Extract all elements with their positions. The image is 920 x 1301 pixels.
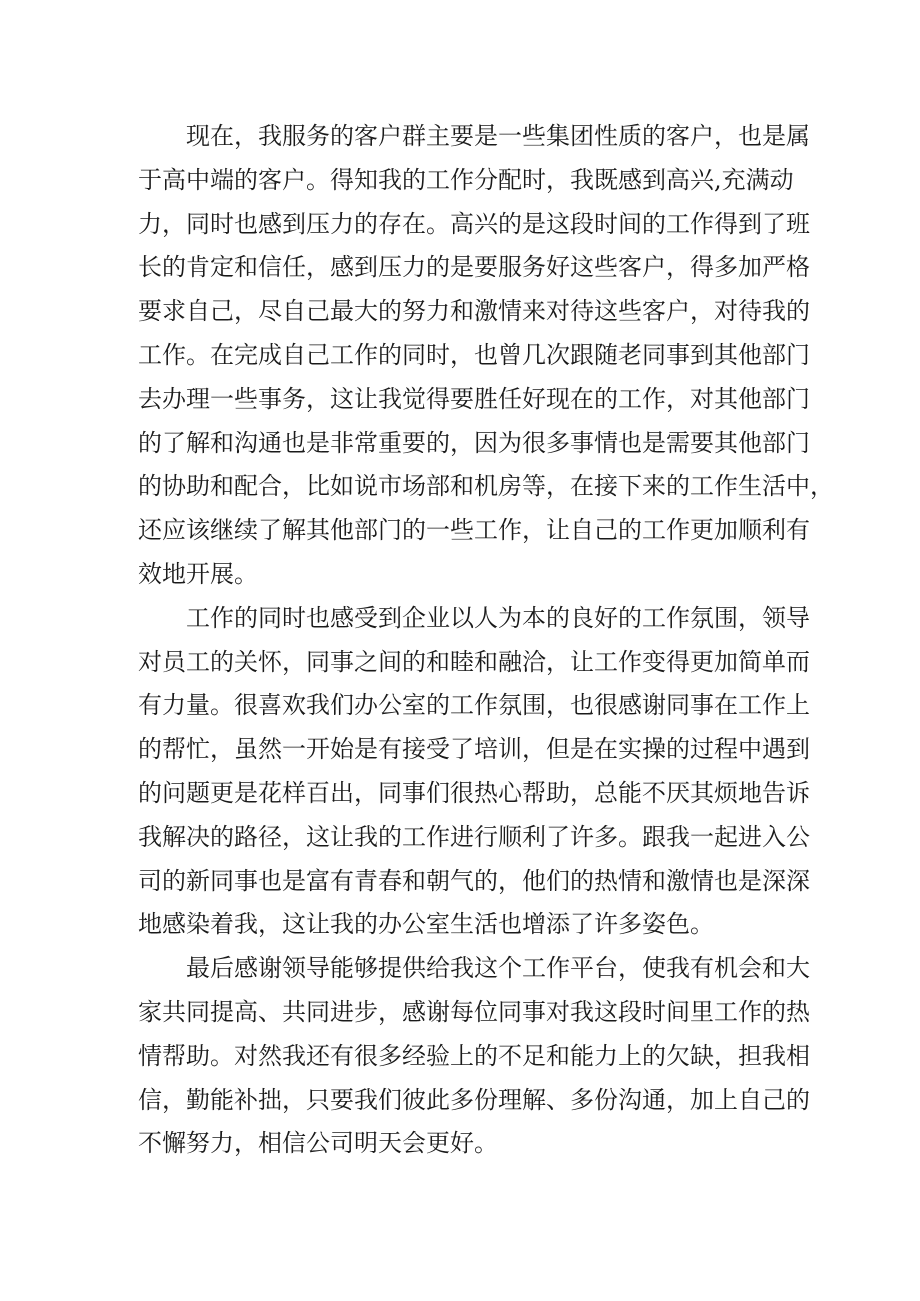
text-line: 长的肯定和信任，感到压力的是要服务好这些客户，得多加严格 [138, 253, 810, 282]
text-line: 情帮助。对然我还有很多经验上的不足和能力上的欠缺，担我相 [138, 1041, 810, 1070]
text-line: 有力量。很喜欢我们办公室的工作氛围，也很感谢同事在工作上 [138, 691, 810, 720]
text-line: 信，勤能补拙，只要我们彼此多份理解、多份沟通，加上自己的 [138, 1085, 810, 1114]
text-line: 工作的同时也感受到企业以人为本的良好的工作氛围，领导 [186, 603, 810, 632]
text-line: 去办理一些事务，这让我觉得要胜任好现在的工作，对其他部门 [138, 384, 810, 413]
text-line: 的了解和沟通也是非常重要的，因为很多事情也是需要其他部门 [138, 428, 810, 457]
text-line: 力，同时也感到压力的存在。高兴的是这段时间的工作得到了班 [138, 209, 810, 238]
text-line: 不懈努力，相信公司明天会更好。 [138, 1129, 498, 1158]
text-line: 还应该继续了解其他部门的一些工作，让自己的工作更加顺利有 [138, 516, 810, 545]
text-line: 司的新同事也是富有青春和朝气的，他们的热情和激情也是深深 [138, 866, 810, 895]
text-line: 于高中端的客户。得知我的工作分配时，我既感到高兴,充满动 [138, 165, 794, 194]
document-body [138, 115, 834, 1166]
text-line: 的问题更是花样百出，同事们很热心帮助，总能不厌其烦地告诉 [138, 778, 810, 807]
paragraph-2 [138, 597, 810, 947]
text-line: 对员工的关怀，同事之间的和睦和融洽，让工作变得更加简单而 [138, 647, 810, 676]
text-line: 要求自己，尽自己最大的努力和激情来对待这些客户，对待我的 [138, 297, 810, 326]
text-line: 的帮忙，虽然一开始是有接受了培训，但是在实操的过程中遇到 [138, 735, 810, 764]
text-line: 我解决的路径，这让我的工作进行顺利了许多。跟我一起进入公 [138, 822, 810, 851]
paragraph-1 [138, 115, 834, 597]
text-line: 最后感谢领导能够提供给我这个工作平台，使我有机会和大 [186, 954, 810, 983]
text-line: 现在，我服务的客户群主要是一些集团性质的客户，也是属 [186, 122, 810, 150]
paragraph-3 [138, 947, 810, 1166]
text-line: 的协助和配合，比如说市场部和机房等，在接下来的工作生活中， [138, 472, 834, 501]
text-line: 工作。在完成自己工作的同时，也曾几次跟随老同事到其他部门 [138, 340, 810, 369]
text-line: 地感染着我，这让我的办公室生活也增添了许多姿色。 [138, 910, 714, 939]
text-line: 家共同提高、共同进步，感谢每位同事对我这段时间里工作的热 [138, 997, 810, 1026]
text-line: 效地开展。 [138, 559, 258, 588]
